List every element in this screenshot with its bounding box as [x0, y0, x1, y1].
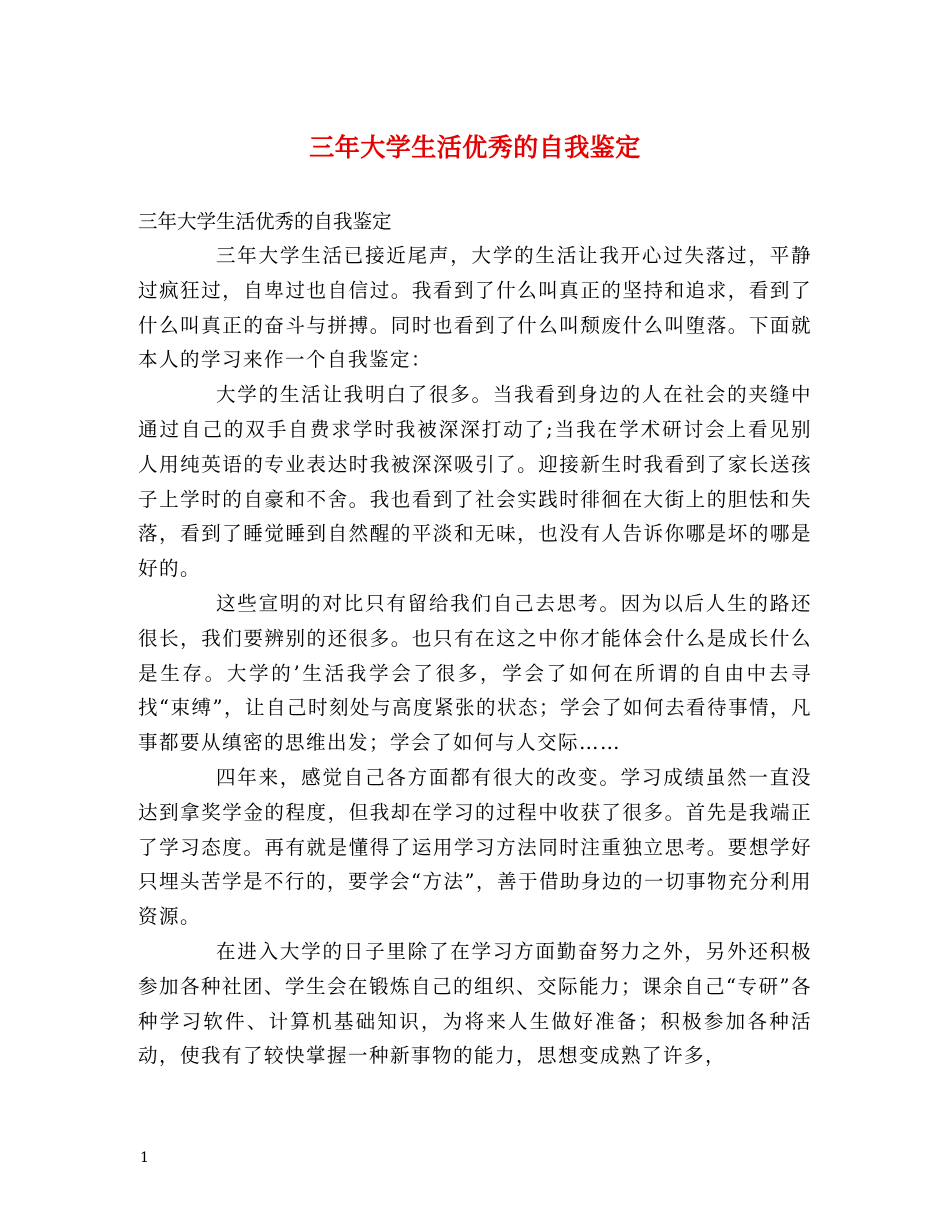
document-subtitle: 三年大学生活优秀的自我鉴定: [138, 210, 392, 233]
paragraph-3: 这些宣明的对比只有留给我们自己去思考。因为以后人生的路还很长，我们要辨别的还很多。也只有在这之中你才能体会什么是成长什么是生存。大学的’生活我学会了很多，学会了如何在所谓的自由中去寻找“束缚”，让自己时刻处与高度紧张的状态；学会了如何去看待事情，凡事都要从缜密的思维出发；学会了如何与人交际……: [138, 591, 812, 755]
page-number: 1: [140, 1150, 149, 1166]
document-title: 三年大学生活优秀的自我鉴定: [309, 133, 641, 162]
document-body: [138, 204, 812, 1074]
paragraph-1: 三年大学生活已接近尾声，大学的生活让我开心过失落过，平静过疯狂过，自卑过也自信过。我看到了什么叫真正的坚持和追求，看到了什么叫真正的奋斗与拼搏。同时也看到了什么叫颓废什么叫堕落。下面就本人的学习来作一个自我鉴定：: [138, 244, 812, 372]
paragraph-2: 大学的生活让我明白了很多。当我看到身边的人在社会的夹缝中通过自己的双手自费求学时我被深深打动了;当我在学术研讨会上看见别人用纯英语的专业表达时我被深深吸引了。迎接新生时我看到了家长送孩子上学时的自豪和不舍。我也看到了社会实践时徘徊在大街上的胆怯和失落，看到了睡觉睡到自然醒的平淡和无味，也没有人告诉你哪是坏的哪是好的。: [138, 383, 812, 581]
paragraph-5: 在进入大学的日子里除了在学习方面勤奋努力之外，另外还积极参加各种社团、学生会在锻炼自己的组织、交际能力；课余自己“专研”各种学习软件、计算机基础知识，为将来人生做好准备；积极参加各种活动，使我有了较快掌握一种新事物的能力，思想变成熟了许多，: [138, 939, 812, 1068]
paragraph-4: 四年来，感觉自己各方面都有很大的改变。学习成绩虽然一直没达到拿奖学金的程度，但我却在学习的过程中收获了很多。首先是我端正了学习态度。再有就是懂得了运用学习方法同时注重独立思考。要想学好只埋头苦学是不行的，要学会“方法”，善于借助身边的一切事物充分利用资源。: [138, 765, 812, 929]
